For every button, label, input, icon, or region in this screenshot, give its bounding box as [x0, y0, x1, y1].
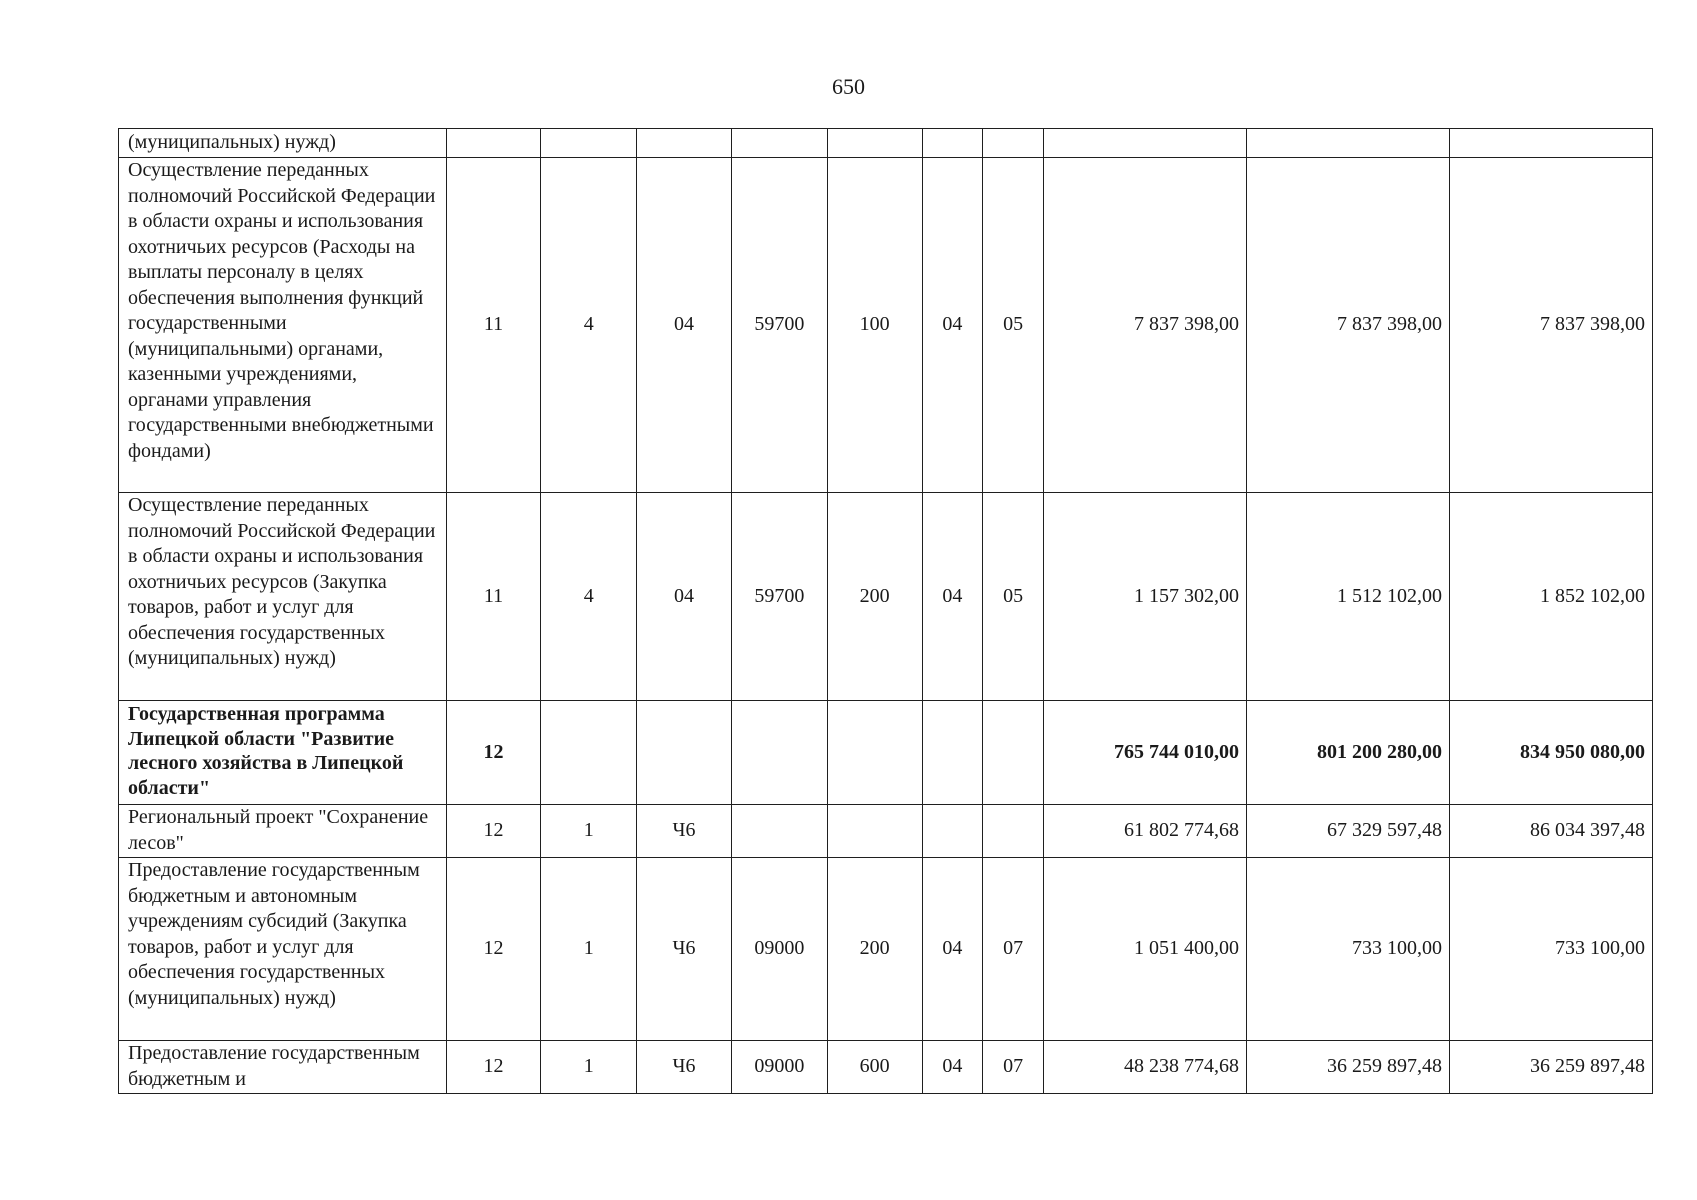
subsection-code: 05	[983, 493, 1044, 701]
main-event-code: Ч6	[637, 805, 732, 858]
table-row	[119, 805, 1653, 858]
budget-table	[118, 128, 1653, 1094]
subsection-code: 07	[983, 1041, 1044, 1094]
table-row	[119, 129, 1653, 158]
amount-year-1: 7 837 398,00	[1044, 158, 1247, 493]
section-code: 04	[922, 158, 983, 493]
main-event-code: Ч6	[637, 858, 732, 1041]
section-code: 04	[922, 493, 983, 701]
amount-year-2	[1247, 129, 1450, 158]
section-code: 04	[922, 1041, 983, 1094]
amount-year-2: 67 329 597,48	[1247, 805, 1450, 858]
table-row	[119, 858, 1653, 1041]
amount-year-3: 86 034 397,48	[1449, 805, 1652, 858]
direction-code	[731, 701, 827, 805]
table-row	[119, 158, 1653, 493]
program-code: 12	[446, 1041, 541, 1094]
program-code	[446, 129, 541, 158]
program-code: 12	[446, 805, 541, 858]
amount-year-2: 1 512 102,00	[1247, 493, 1450, 701]
row-name: Предоставление государственным бюджетным и	[119, 1041, 447, 1094]
direction-code: 09000	[731, 858, 827, 1041]
section-code: 04	[922, 858, 983, 1041]
amount-year-1: 48 238 774,68	[1044, 1041, 1247, 1094]
table-row	[119, 493, 1653, 701]
main-event-code	[637, 701, 732, 805]
expense-type-code	[827, 805, 922, 858]
main-event-code: 04	[637, 493, 732, 701]
subprogram-code: 1	[541, 805, 637, 858]
expense-type-code: 600	[827, 1041, 922, 1094]
subprogram-code: 1	[541, 858, 637, 1041]
amount-year-2: 801 200 280,00	[1247, 701, 1450, 805]
program-code: 12	[446, 701, 541, 805]
expense-type-code: 100	[827, 158, 922, 493]
subprogram-code: 1	[541, 1041, 637, 1094]
amount-year-3	[1449, 129, 1652, 158]
amount-year-3: 733 100,00	[1449, 858, 1652, 1041]
amount-year-1: 765 744 010,00	[1044, 701, 1247, 805]
amount-year-2: 733 100,00	[1247, 858, 1450, 1041]
subsection-code	[983, 129, 1044, 158]
amount-year-1: 61 802 774,68	[1044, 805, 1247, 858]
table-row	[119, 1041, 1653, 1094]
row-name: Предоставление государственным бюджетным и автономным учреждениям субсидий (Закупка товаров, работ и услуг для обеспечения государственных (муниципальных) нужд)	[119, 858, 447, 1041]
subsection-code	[983, 805, 1044, 858]
subprogram-code	[541, 129, 637, 158]
expense-type-code	[827, 129, 922, 158]
expense-type-code	[827, 701, 922, 805]
subprogram-code: 4	[541, 158, 637, 493]
amount-year-1: 1 157 302,00	[1044, 493, 1247, 701]
main-event-code: 04	[637, 158, 732, 493]
amount-year-3: 834 950 080,00	[1449, 701, 1652, 805]
expense-type-code: 200	[827, 493, 922, 701]
row-name: Государственная программа Липецкой области "Развитие лесного хозяйства в Липецкой области"	[119, 701, 447, 805]
amount-year-2: 36 259 897,48	[1247, 1041, 1450, 1094]
subsection-code: 05	[983, 158, 1044, 493]
program-code: 12	[446, 858, 541, 1041]
subprogram-code: 4	[541, 493, 637, 701]
row-name: Осуществление переданных полномочий Российской Федерации в области охраны и использования охотничьих ресурсов (Закупка товаров, работ и услуг для обеспечения государственных (муниципальных) нужд)	[119, 493, 447, 701]
table-row	[119, 701, 1653, 805]
direction-code	[731, 805, 827, 858]
direction-code: 59700	[731, 158, 827, 493]
row-name: Региональный проект "Сохранение лесов"	[119, 805, 447, 858]
subsection-code	[983, 701, 1044, 805]
amount-year-2: 7 837 398,00	[1247, 158, 1450, 493]
amount-year-1	[1044, 129, 1247, 158]
amount-year-1: 1 051 400,00	[1044, 858, 1247, 1041]
section-code	[922, 129, 983, 158]
program-code: 11	[446, 158, 541, 493]
amount-year-3: 36 259 897,48	[1449, 1041, 1652, 1094]
page-number: 650	[832, 74, 865, 99]
direction-code: 09000	[731, 1041, 827, 1094]
section-code	[922, 805, 983, 858]
subsection-code: 07	[983, 858, 1044, 1041]
amount-year-3: 1 852 102,00	[1449, 493, 1652, 701]
row-name: (муниципальных) нужд)	[119, 129, 447, 158]
program-code: 11	[446, 493, 541, 701]
subprogram-code	[541, 701, 637, 805]
main-event-code	[637, 129, 732, 158]
direction-code	[731, 129, 827, 158]
direction-code: 59700	[731, 493, 827, 701]
section-code	[922, 701, 983, 805]
amount-year-3: 7 837 398,00	[1449, 158, 1652, 493]
expense-type-code: 200	[827, 858, 922, 1041]
main-event-code: Ч6	[637, 1041, 732, 1094]
row-name: Осуществление переданных полномочий Российской Федерации в области охраны и использования охотничьих ресурсов (Расходы на выплаты персоналу в целях обеспечения выполнения функций государственными (муниципальными) органами, казенными учреждениями, органами управления государственными внебюджетными фондами)	[119, 158, 447, 493]
